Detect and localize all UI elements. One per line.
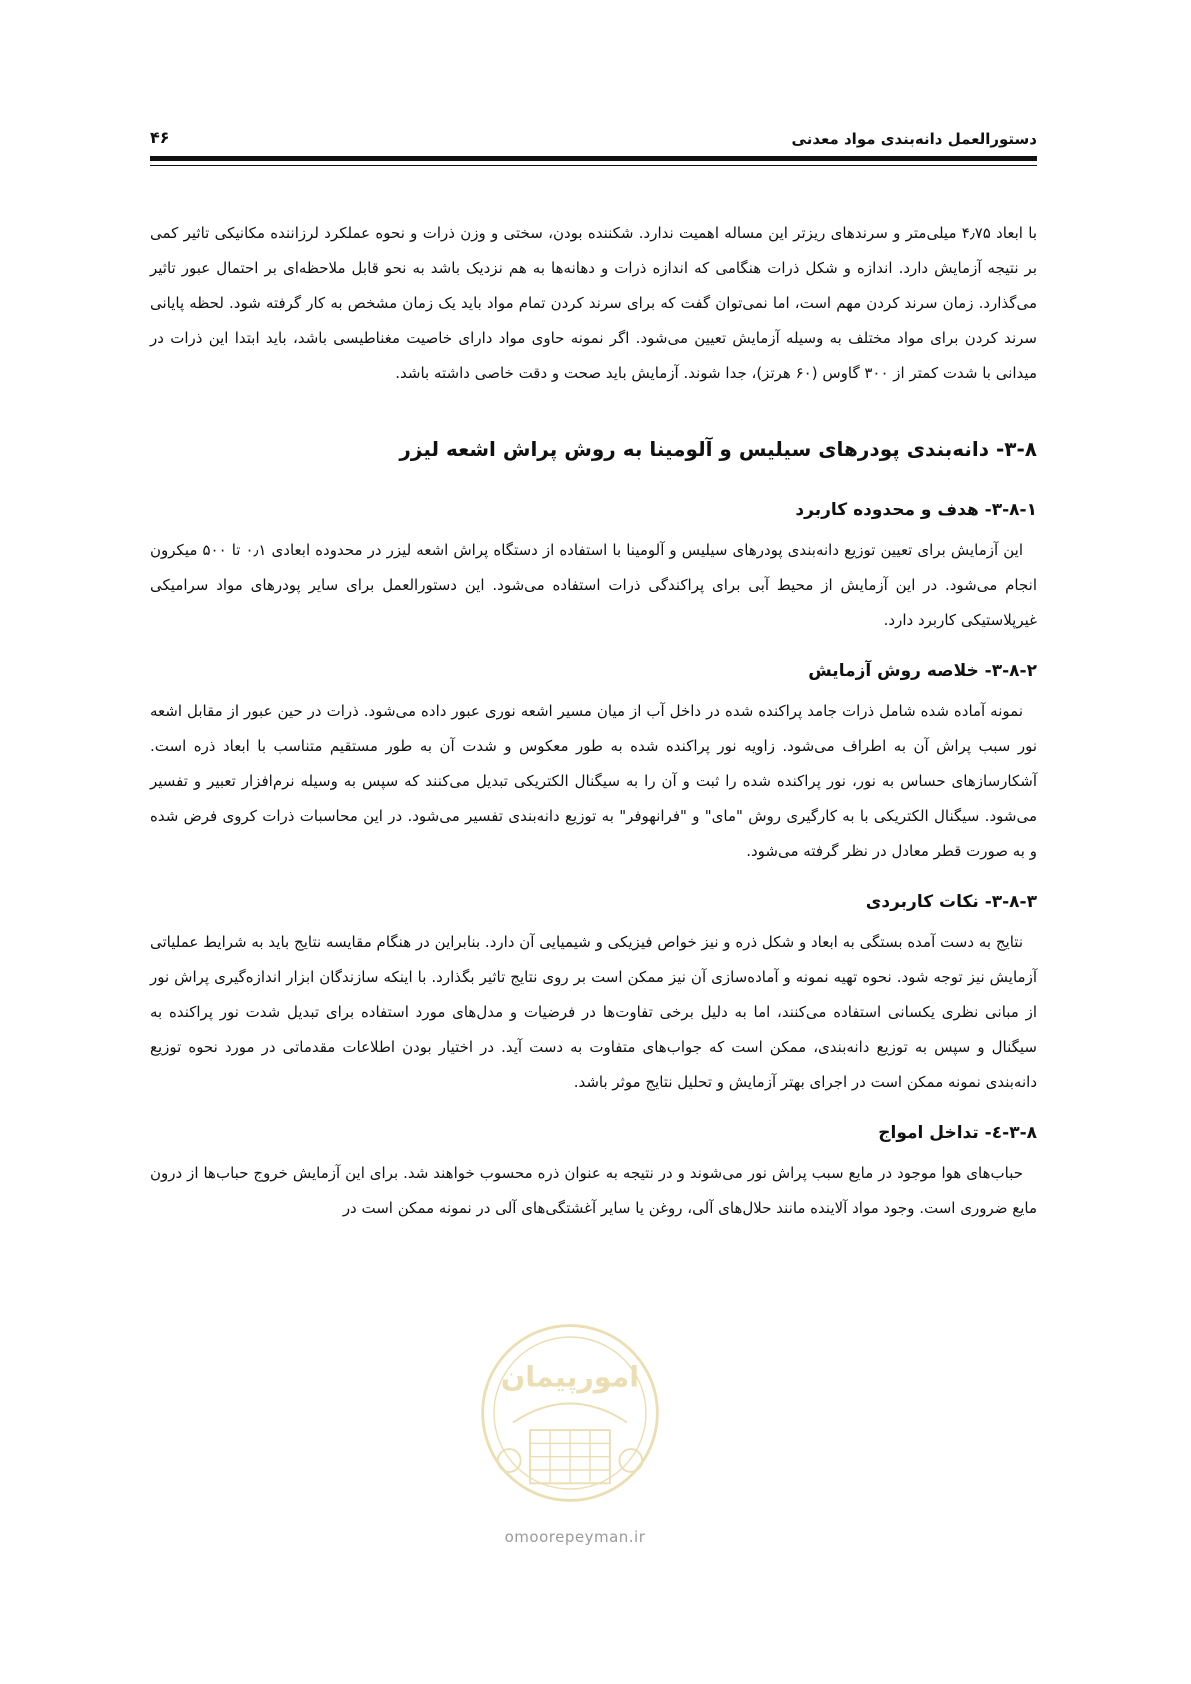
section-heading: ۳-۸- دانه‌بندی پودرهای سیلیس و آلومینا به روش پراش اشعه لیزر — [399, 437, 1037, 461]
subsection-paragraph-1: این آزمایش برای تعیین توزیع دانه‌بندی پودرهای سیلیس و آلومینا با استفاده از دستگاه پراش اشعه لیزر در محدوده ابعادی ۰٫۱ تا ۵۰۰ میکرون انجام می‌شود. در این آزمایش از محیط آبی برای پراکندگی ذرات استفاده می‌شود. این دستورالعمل برای سایر پودرهای مواد سرامیکی غیرپلاستیکی کاربرد دارد. — [150, 541, 1037, 629]
intro-paragraph: با ابعاد ۴٫۷۵ میلی‌متر و سرندهای ریزتر این مساله اهمیت ندارد. شکننده بودن، سختی و وزن ذرات و نحوه عملکرد لرزاننده مکانیکی تاثیر کمی بر نتیجه آزمایش دارد. اندازه و شکل ذرات هنگامی که اندازه ذرات و دهانه‌ها به هم نزدیک باشد به نحو قابل ملاحظه‌ای بر احتمال عبور تاثیر می‌گذارد. زمان سرند کردن مهم است، اما نمی‌توان گفت که برای سرند کردن تمام مواد باید یک زمان مشخص به کار گرفته شود. لحظه پایانی سرند کردن برای مواد مختلف به وسیله آزمایش تعیین می‌شود. اگر نمونه حاوی مواد دارای خاصیت مغناطیسی باشد، باید ابتدا این ذرات در میدانی با شدت کمتر از ۳۰۰ گاوس (۶۰ هرتز)، جدا شوند. آزمایش باید صحت و دقت خاصی داشته باشد. — [150, 224, 1037, 382]
subsection-paragraph-4: حباب‌های هوا موجود در مایع سبب پراش نور می‌شوند و در نتیجه به عنوان ذره محسوب خواهند شد. برای این آزمایش خروج حباب‌ها از درون مایع ضروری است. وجود مواد آلاینده مانند حلال‌های آلی، روغن یا سایر آغشتگی‌های آلی در نمونه ممکن است در — [150, 1164, 1037, 1217]
header-rule-thin — [150, 165, 1037, 166]
watermark-logo — [475, 1318, 665, 1508]
subsection-paragraph-3: نتایج به دست آمده بستگی به ابعاد و شکل ذره و نیز خواص فیزیکی و شیمیایی آن دارد. بنابراین در هنگام مقایسه نتایج باید به شرایط عملیاتی آزمایش نیز توجه شود. نحوه تهیه نمونه و آماده‌سازی آن نیز ممکن است بر روی نتایج تاثیر بگذارد. با اینکه سازندگان ابزار اندازه‌گیری پراش نور از مبانی نظری یکسانی استفاده می‌کنند، اما به دلیل برخی تفاوت‌ها در فرضیات و مدل‌های مورد استفاده برای تبدیل شدت نور پراکنده به سیگنال و سپس به توزیع دانه‌بندی، ممکن است که جواب‌های متفاوت به دست آید. در اختیار بودن اطلاعات مقدماتی در مورد نحوه توزیع دانه‌بندی نمونه ممکن است در اجرای بهتر آزمایش و تحلیل نتایج موثر باشد. — [150, 933, 1037, 1091]
main-content — [150, 216, 1037, 1226]
subsection-heading-3: ۳-۸-۳- نکات کاربردی — [865, 892, 1037, 912]
subsection-heading-4: ۳-۸-٤- تداخل امواج — [878, 1123, 1037, 1143]
watermark-logo-text: امورپیمان — [500, 1360, 640, 1394]
header-title: دستورالعمل دانه‌بندی مواد معدنی — [791, 130, 1037, 148]
header-rule-thick — [150, 156, 1037, 161]
subsection-paragraph-2: نمونه آماده شده شامل ذرات جامد پراکنده شده در داخل آب از میان مسیر اشعه نوری عبور داده می‌شود. ذرات در حین عبور از مقابل اشعه نور سبب پراش آن به اطراف می‌شود. زاویه نور پراکنده شده به طور معکوس و شدت آن به طور مستقیم متناسب با ابعاد ذره است. آشکارسازهای حساس به نور، نور پراکنده شده را ثبت و آن را به سیگنال الکتریکی تبدیل می‌کنند که سپس به وسیله نرم‌افزار تعبیر و تفسیر می‌شود. سیگنال الکتریکی با به کارگیری روش "مای" و "فرانهوفر" به توزیع دانه‌بندی تفسیر می‌شود. در این محاسبات ذرات کروی فرض شده و به صورت قطر معادل در نظر گرفته می‌شود. — [150, 702, 1037, 860]
subsection-heading-2: ۳-۸-۲- خلاصه روش آزمایش — [808, 661, 1037, 681]
subsection-heading-1: ۳-۸-۱- هدف و محدوده کاربرد — [795, 500, 1037, 520]
watermark-url: omoorepeyman.ir — [504, 1528, 646, 1546]
page-number: ۴۶ — [150, 128, 170, 147]
running-header — [150, 128, 1037, 158]
